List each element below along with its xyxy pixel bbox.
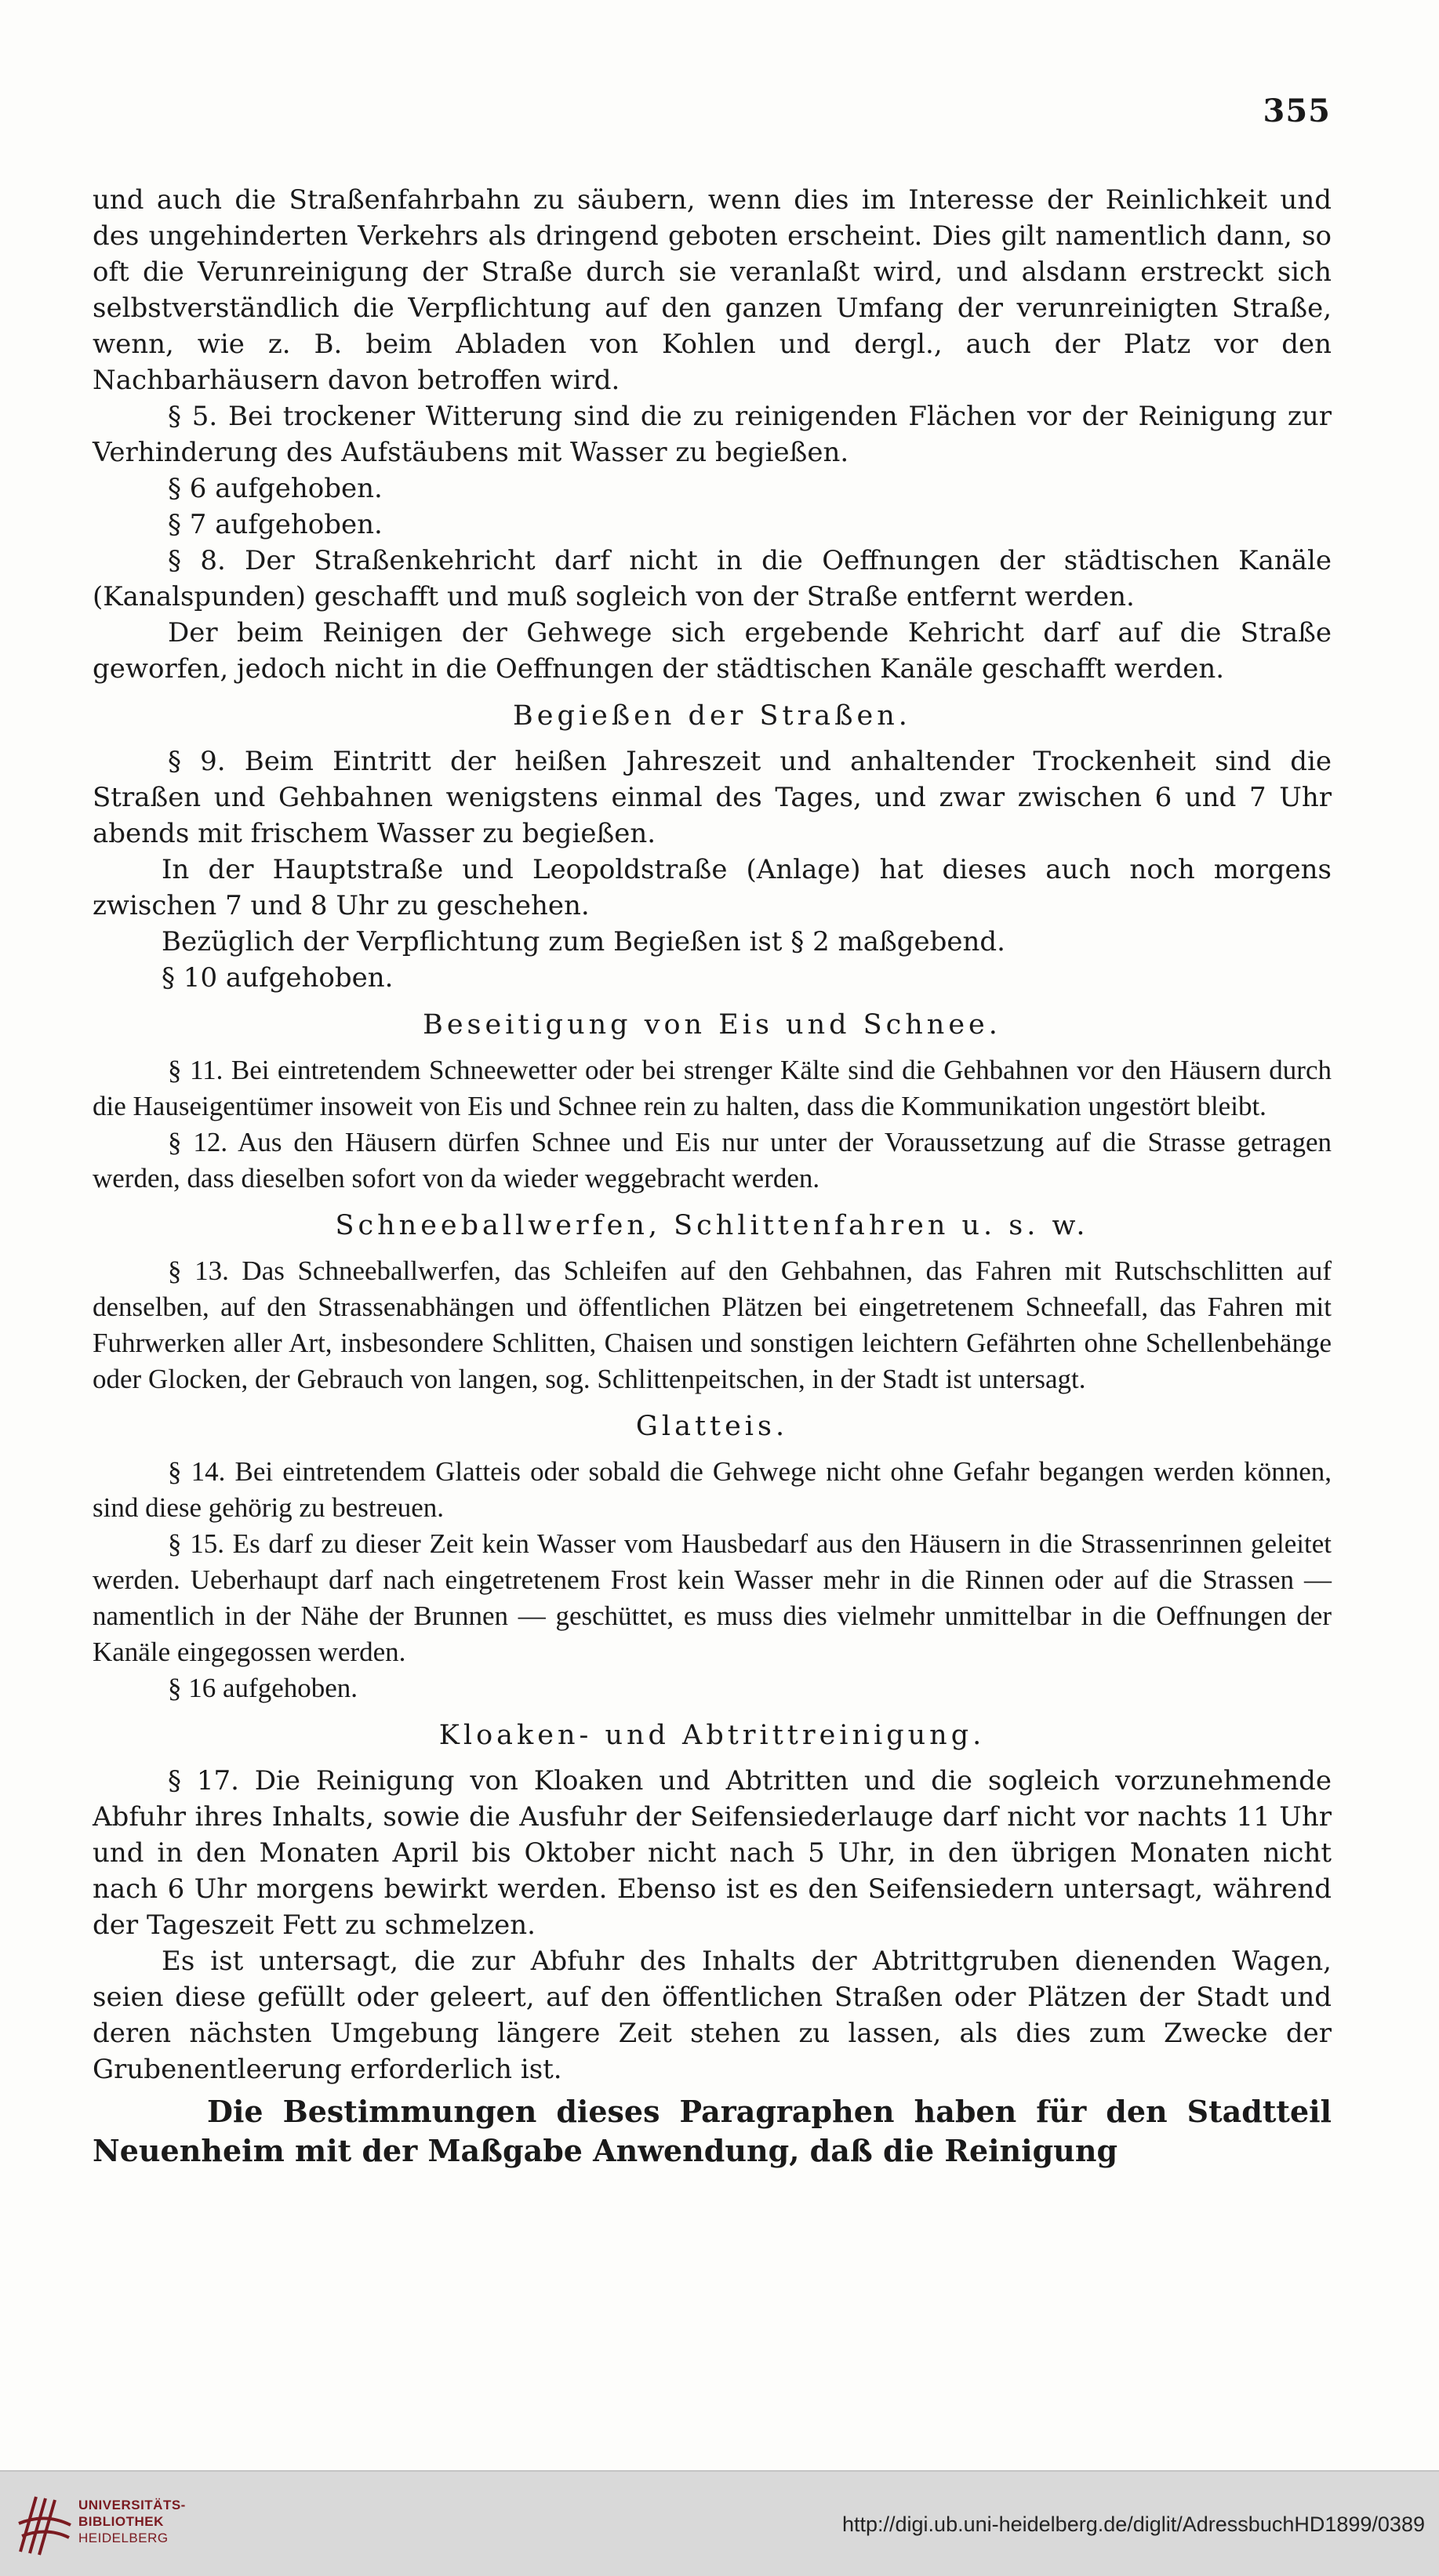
paragraph: Bezüglich der Verpflichtung zum Begießen ist § 2 maßgebend. [162,926,1005,957]
section-heading: Kloaken- und Abtrittreinigung. [438,1720,986,1751]
bold-paragraph: Die Bestimmungen dieses Paragraphen haben für den Stadtteil Neuenheim mit der Maßgabe Anwendung, daß die Reinigung [93,2094,1332,2168]
paragraph: Es ist untersagt, die zur Abfuhr des Inhalts der Abtrittgruben dienenden Wagen, seien diese gefüllt oder geleert, auf den öffentlichen Straßen oder Plätzen der Stadt und deren nächsten Umgebung längere Zeit stehen zu lassen, als dies zum Zwecke der Grubenentleerung erforderlich ist. [93,1946,1332,2085]
paragraph-section-11: § 11. Bei eintretendem Schneewetter oder bei strenger Kälte sind die Gehbahnen vor den Häusern durch die Hauseigentümer insoweit von Eis und Schnee rein zu halten, dass die Kommunikation ungestört bleibt. [93,1055,1332,1121]
paragraph: und auch die Straßenfahrbahn zu säubern, wenn dies im Interesse der Reinlichkeit und des ungehinderten Verkehrs als dringend geboten erscheint. Dies gilt namentlich dann, so oft die Verunreinigung der Straße durch sie veranlaßt wird, und alsdann erstreckt sich selbstverständlich die Verpflichtung auf den ganzen Umfang der verunreinigten Straße, wenn, wie z. B. beim Abladen von Kohlen und dergl., auch der Platz vor den Nachbarhäusern davon betroffen wird. [93,184,1332,396]
paragraph-section-15: § 15. Es darf zu dieser Zeit kein Wasser vom Hausbedarf aus den Häusern in die Strassenrinnen geleitet werden. Ueberhaupt darf nach eingetretenem Frost kein Wasser mehr in die Rinnen oder auf die Strassen — namentlich in der Nähe der Brunnen — geschüttet, es muss dies vielmehr unmittelbar in die Oeffnungen der Kanäle eingegossen werden. [93,1528,1332,1667]
section-heading: Schneeballwerfen, Schlittenfahren u. s. w. [335,1210,1089,1241]
paragraph-section-12: § 12. Aus den Häusern dürfen Schnee und Eis nur unter der Voraussetzung auf die Strasse getragen werden, dass dieselben sofort von da wieder weggebracht werden. [93,1127,1332,1194]
paragraph-section-10: § 10 aufgehoben. [162,962,394,994]
page-number: 355 [1263,93,1331,129]
paragraph-section-17: § 17. Die Reinigung von Kloaken und Abtritten und die sogleich vorzunehmende Abfuhr ihres Inhalts, sowie die Ausfuhr der Seifensiederlauge darf nicht vor nachts 11 Uhr und in den Monaten April bis Oktober nicht nach 5 Uhr, in den übrigen Monaten nicht nach 6 Uhr morgens bewirkt werden. Ebenso ist es den Seifensiedern untersagt, während der Tageszeit Fett zu schmelzen. [93,1765,1332,1941]
source-url-link[interactable]: http://digi.ub.uni-heidelberg.de/diglit/AdressbuchHD1899/0389 [841,2512,1425,2536]
paragraph: Der beim Reinigen der Gehwege sich ergebende Kehricht darf auf die Straße geworfen, jedoch nicht in die Oeffnungen der städtischen Kanäle geschafft werden. [93,617,1332,685]
viewer-footer [0,2470,1439,2576]
paragraph-section-6: § 6 aufgehoben. [168,473,383,504]
paragraph-section-9: § 9. Beim Eintritt der heißen Jahreszeit und anhaltender Trockenheit sind die Straßen und Gehbahnen wenigstens einmal des Tages, und zwar zwischen 6 und 7 Uhr abends mit frischem Wasser zu begießen. [93,746,1332,849]
paragraph-section-14: § 14. Bei eintretendem Glatteis oder sobald die Gehwege nicht ohne Gefahr begangen werden können, sind diese gehörig zu bestreuen. [93,1456,1332,1523]
ub-heidelberg-logo-icon [14,2489,75,2558]
section-heading: Beseitigung von Eis und Schnee. [423,1009,1001,1041]
institution-name: UNIVERSITÄTS- BIBLIOTHEK HEIDELBERG [78,2498,186,2545]
paragraph: In der Hauptstraße und Leopoldstraße (Anlage) hat dieses auch noch morgens zwischen 7 und 8 Uhr zu geschehen. [93,854,1332,921]
paragraph-section-8: § 8. Der Straßenkehricht darf nicht in die Oeffnungen der städtischen Kanäle (Kanalspunden) geschafft und muß sogleich von der Straße entfernt werden. [93,545,1332,612]
section-heading: Begießen der Straßen. [513,700,911,732]
paragraph-section-13: § 13. Das Schneeballwerfen, das Schleifen auf den Gehbahnen, das Fahren mit Rutschschlitten auf denselben, auf den Strassenabhängen und öffentlichen Plätzen bei eingetretenem Schneefall, das Fahren mit Fuhrwerken aller Art, insbesondere Schlitten, Chaisen und sonstigen leichtern Gefährten ohne Schellenbehänge oder Glocken, der Gebrauch von langen, sog. Schlittenpeitschen, in der Stadt ist untersagt. [93,1255,1332,1394]
paragraph-section-5: § 5. Bei trockener Witterung sind die zu reinigenden Flächen vor der Reinigung zur Verhinderung des Aufstäubens mit Wasser zu begießen. [93,401,1332,468]
paragraph-section-7: § 7 aufgehoben. [168,509,383,540]
paragraph-section-16: § 16 aufgehoben. [168,1673,358,1703]
page-text [93,182,1332,2171]
section-heading: Glatteis. [635,1411,789,1442]
